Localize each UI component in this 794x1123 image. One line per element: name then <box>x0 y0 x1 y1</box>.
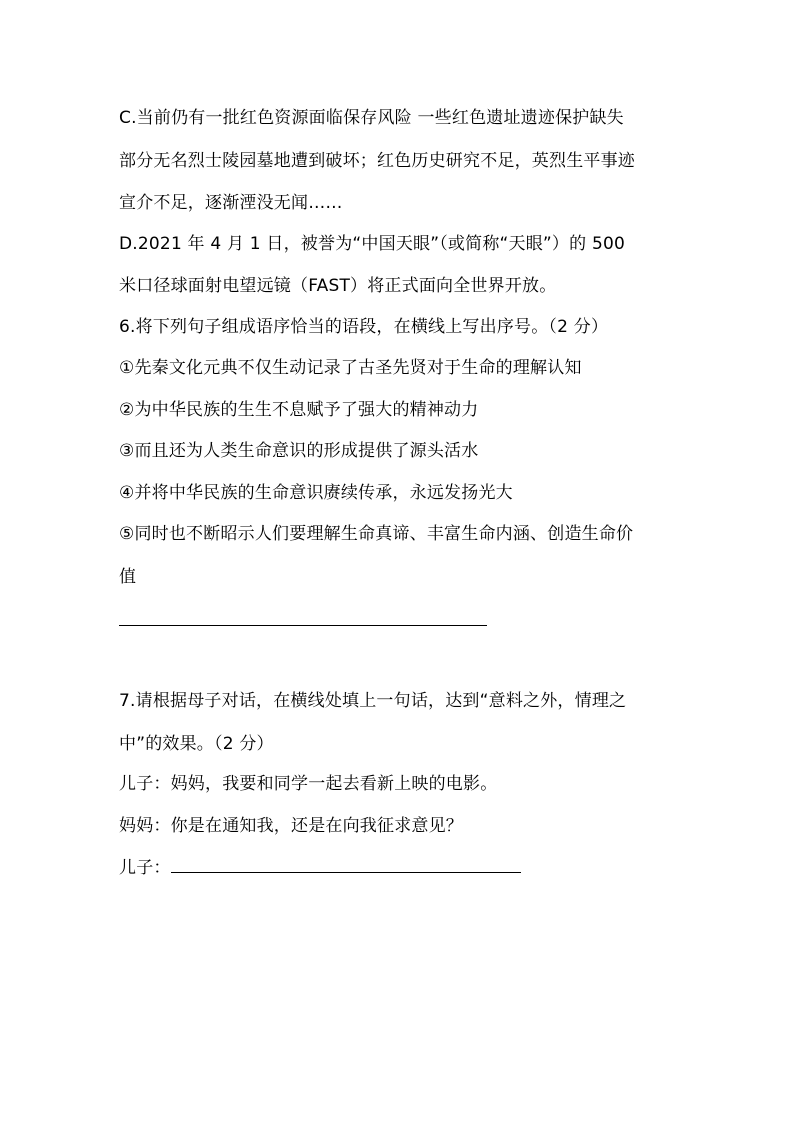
option-d-line-2: 米口径球面射电望远镜（FAST）将正式面向全世界开放。 <box>119 276 557 296</box>
question-6-prompt: 6.将下列句子组成语序恰当的语段，在横线上写出序号。（2 分） <box>119 317 609 337</box>
sentence-1: ①先秦文化元典不仅生动记录了古圣先贤对于生命的理解认知 <box>119 358 582 378</box>
sentence-3: ③而且还为人类生命意识的形成提供了源头活水 <box>119 441 479 461</box>
option-d-line-1: D.2021 年 4 月 1 日，被誉为“中国天眼”（或简称“天眼”）的 500 <box>119 234 625 254</box>
question-7-prompt-line-1: 7.请根据母子对话，在横线处填上一句话，达到“意料之外，情理之 <box>119 691 627 711</box>
question-6-answer-blank[interactable] <box>119 625 487 626</box>
dialogue-son-1: 儿子：妈妈，我要和同学一起去看新上映的电影。 <box>119 774 498 794</box>
dialogue-son-answer <box>119 857 689 879</box>
question-7-prompt-line-2: 中”的效果。（2 分） <box>119 734 274 754</box>
dialogue-mom: 妈妈：你是在通知我，还是在向我征求意见？ <box>119 816 463 836</box>
answer-prefix: 儿子： <box>119 858 171 878</box>
sentence-5-continued: 值 <box>119 567 137 587</box>
sentence-2: ②为中华民族的生生不息赋予了强大的精神动力 <box>119 400 479 420</box>
option-c-line-2: 部分无名烈士陵园墓地遭到破坏；红色历史研究不足，英烈生平事迹 <box>119 151 635 171</box>
option-c-line-3: 宣介不足，逐渐湮没无闻…… <box>119 193 343 213</box>
sentence-4: ④并将中华民族的生命意识赓续传承，永远发扬光大 <box>119 483 513 503</box>
option-c-line-1: C.当前仍有一批红色资源面临保存风险 一些红色遗址遗迹保护缺失 <box>119 108 624 128</box>
sentence-5: ⑤同时也不断昭示人们要理解生命真谛、丰富生命内涵、创造生命价 <box>119 524 634 544</box>
question-7-answer-blank[interactable] <box>171 858 521 873</box>
